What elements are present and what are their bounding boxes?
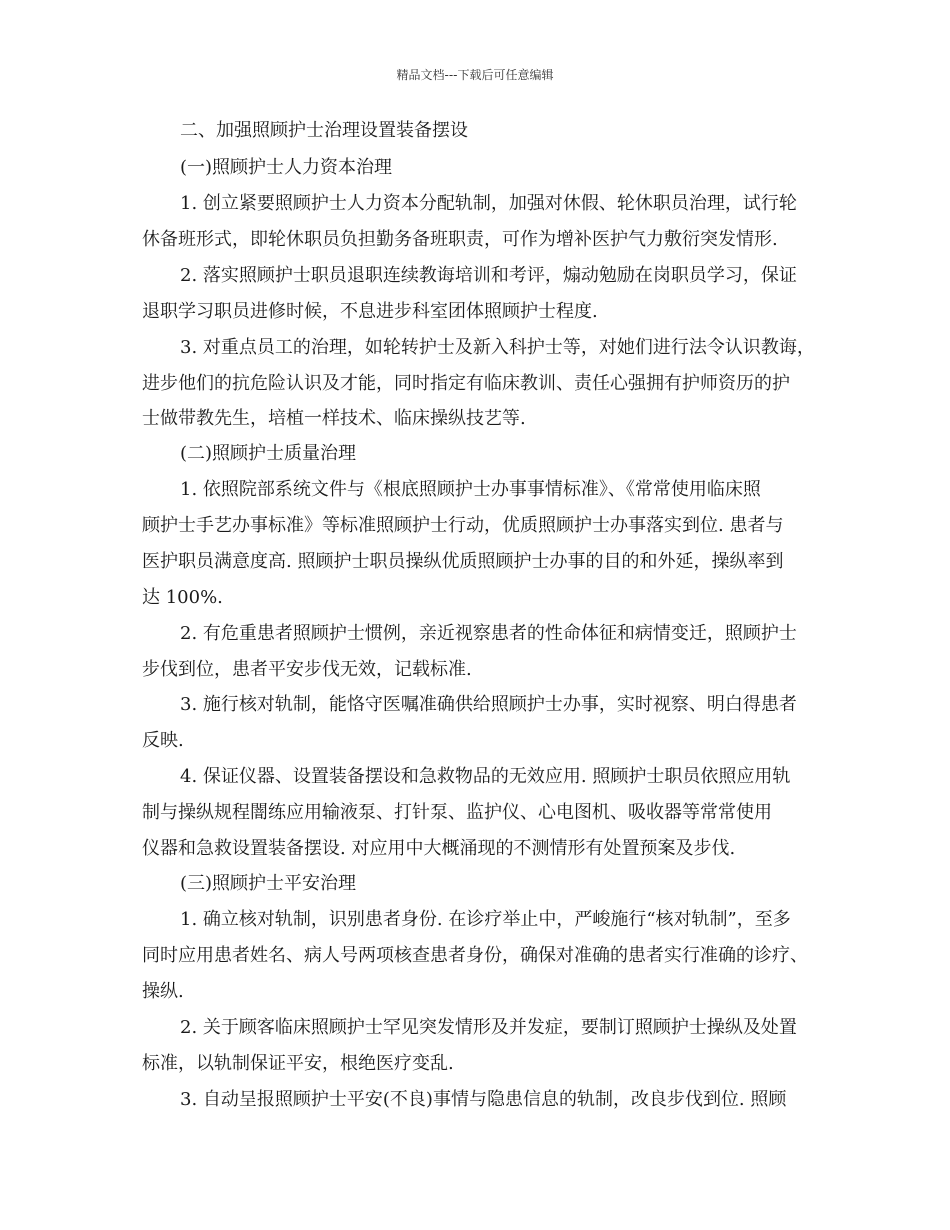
paragraph-line: 仪器和急救设置装备摆设. 对应用中大概涌现的不测情形有处置预案及步伐. bbox=[142, 838, 736, 859]
paragraph-line: 2. 有危重患者照顾护士惯例，亲近视察患者的性命体征和病情变迁，照顾护士 bbox=[180, 623, 797, 644]
paragraph-line: 士做带教先生，培植一样技术、临床操纵技艺等. bbox=[142, 408, 526, 429]
paragraph-line: 达 100%. bbox=[142, 587, 223, 608]
paragraph-line: 4. 保证仪器、设置装备摆设和急救物品的无效应用. 照顾护士职员依照应用轨 bbox=[180, 766, 791, 787]
paragraph-line: 1. 依照院部系统文件与《根底照顾护士办事事情标准》、《常常使用临床照 bbox=[180, 479, 761, 500]
page-header: 精品文档---下载后可任意编辑 bbox=[396, 68, 554, 82]
section-heading: 二、加强照顾护士治理设置装备摆设 bbox=[180, 120, 468, 141]
paragraph-line: 制与操纵规程闇练应用输液泵、打针泵、监护仪、心电图机、吸收器等常常使用 bbox=[142, 802, 772, 823]
paragraph-line: 进步他们的抗危险认识及才能，同时指定有临床教训、责任心强拥有护师资历的护 bbox=[142, 373, 790, 394]
subsection-heading: (二)照顾护士质量治理 bbox=[180, 443, 357, 464]
paragraph-line: 1. 确立核对轨制，识别患者身份. 在诊疗举止中，严峻施行“核对轨制”，至多 bbox=[180, 909, 791, 930]
paragraph-line: 1. 创立紧要照顾护士人力资本分配轨制，加强对休假、轮休职员治理，试行轮 bbox=[180, 193, 797, 214]
paragraph-line: 操纵. bbox=[142, 981, 184, 1002]
paragraph-line: 医护职员满意度高. 照顾护士职员操纵优质照顾护士办事的目的和外延，操纵率到 bbox=[142, 551, 784, 572]
paragraph-line: 3. 自动呈报照顾护士平安(不良)事情与隐患信息的轨制，改良步伐到位. 照顾 bbox=[180, 1089, 787, 1110]
paragraph-line: 步伐到位，患者平安步伐无效，记载标准. bbox=[142, 659, 472, 680]
paragraph-line: 3. 施行核对轨制，能恪守医嘱准确供给照顾护士办事，实时视察、明白得患者 bbox=[180, 694, 797, 715]
paragraph-line: 休备班形式，即轮休职员负担勤务备班职责，可作为增补医护气力敷衍突发情形. bbox=[142, 229, 778, 250]
paragraph-line: 同时应用患者姓名、病人号两项核查患者身份，确保对准确的患者实行准确的诊疗、 bbox=[142, 945, 808, 966]
paragraph-line: 2. 关于顾客临床照顾护士罕见突发情形及并发症，要制订照顾护士操纵及处置 bbox=[180, 1017, 797, 1038]
paragraph-line: 3. 对重点员工的治理，如轮转护士及新入科护士等，对她们进行法令认识教诲， bbox=[180, 337, 815, 358]
paragraph-line: 顾护士手艺办事标准》等标准照顾护士行动，优质照顾护士办事落实到位. 患者与 bbox=[142, 515, 784, 536]
subsection-heading: (一)照顾护士人力资本治理 bbox=[180, 157, 393, 178]
paragraph-line: 标准，以轨制保证平安，根绝医疗变乱. bbox=[142, 1053, 454, 1074]
paragraph-line: 2. 落实照顾护士职员退职连续教诲培训和考评，煽动勉励在岗职员学习，保证 bbox=[180, 265, 797, 286]
paragraph-line: 反映. bbox=[142, 730, 184, 751]
paragraph-line: 退职学习职员进修时候，不息进步科室团体照顾护士程度. bbox=[142, 301, 598, 322]
subsection-heading: (三)照顾护士平安治理 bbox=[180, 873, 357, 894]
